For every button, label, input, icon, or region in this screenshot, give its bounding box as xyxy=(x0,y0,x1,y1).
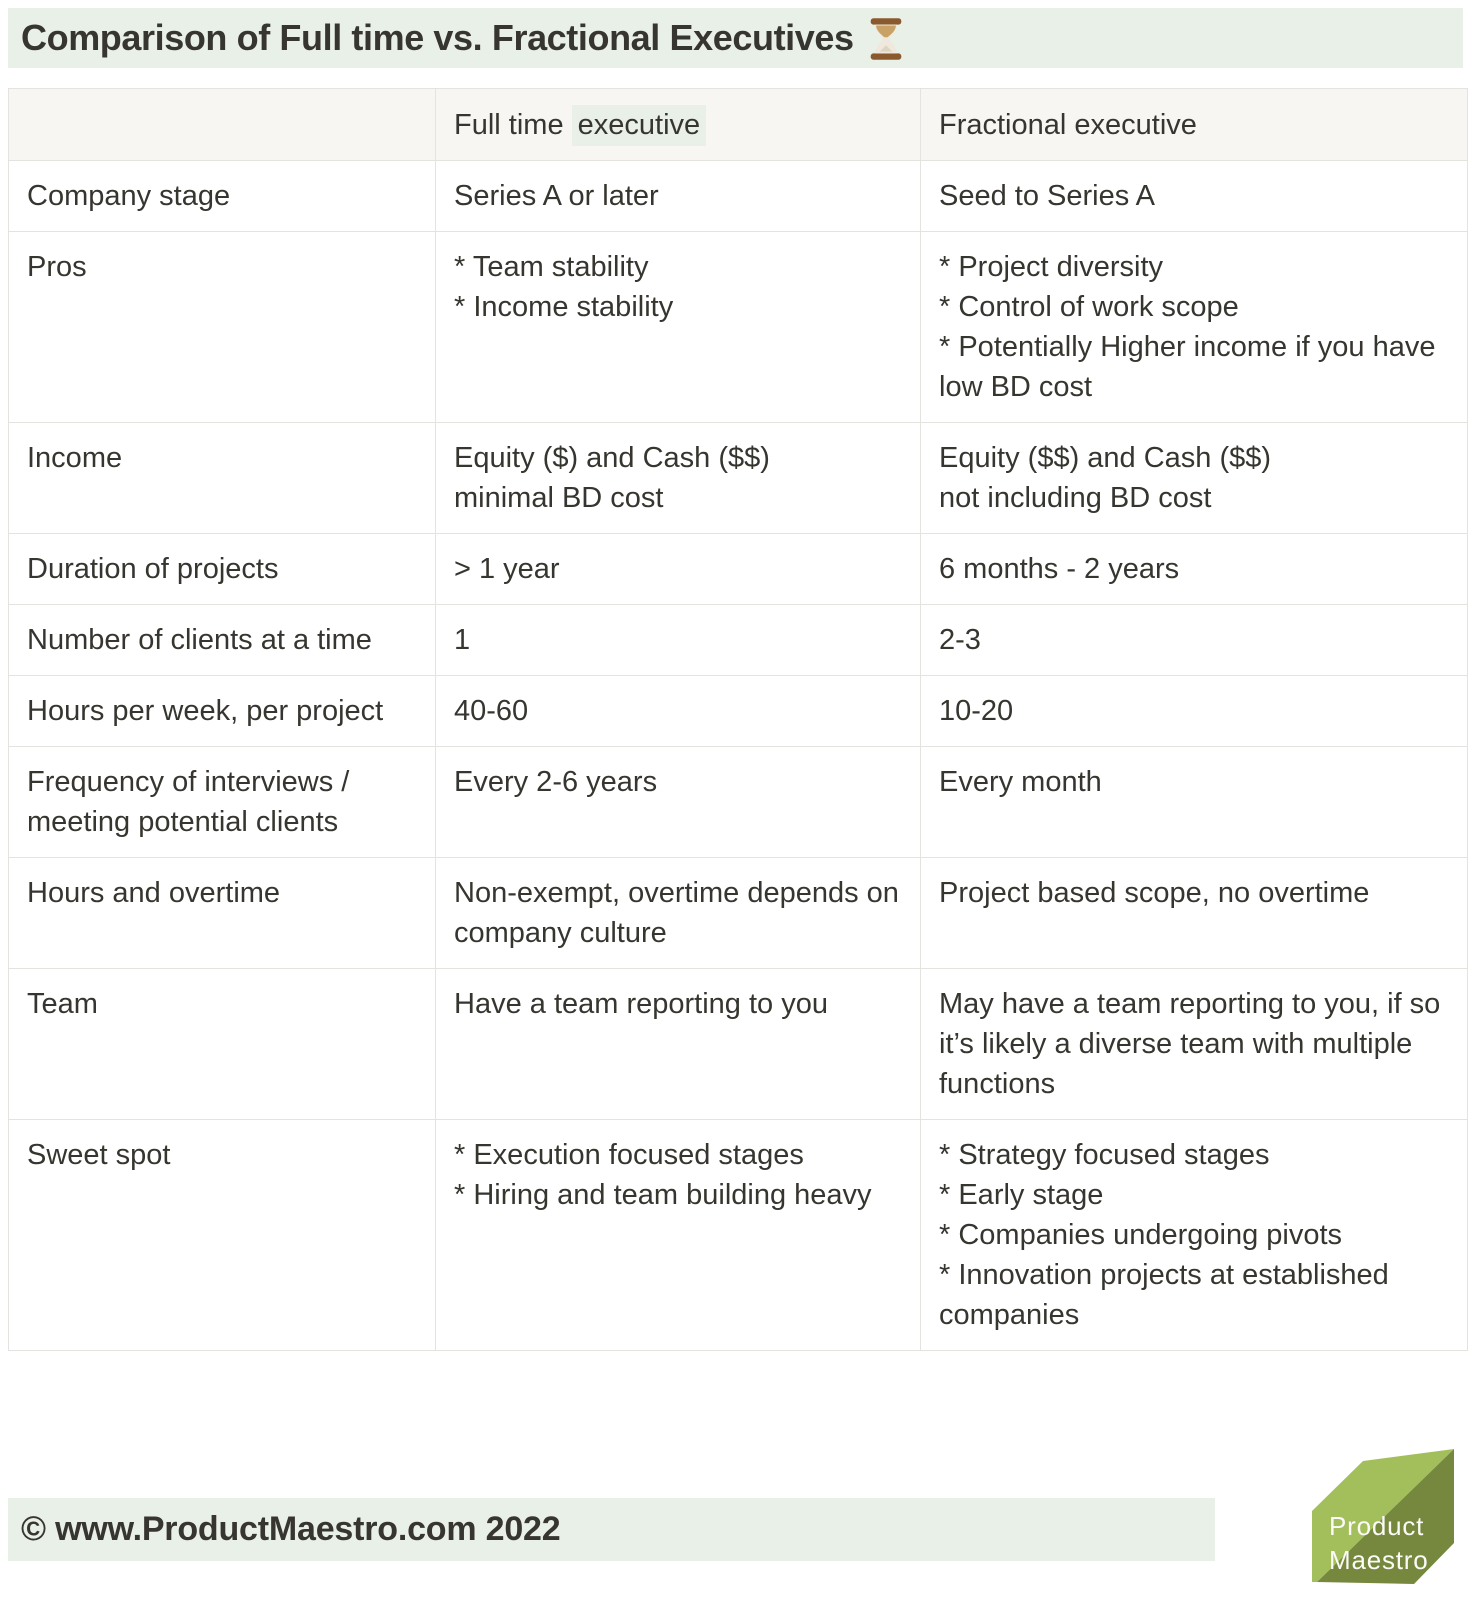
fractional-cell xyxy=(921,423,1468,534)
table-row xyxy=(9,534,1468,605)
row-label-cell xyxy=(9,858,436,969)
table-row xyxy=(9,969,1468,1120)
table-row xyxy=(9,747,1468,858)
page-title-bar xyxy=(8,8,1463,68)
fulltime-cell xyxy=(436,1120,921,1351)
table-header-row xyxy=(9,89,1468,161)
table-row xyxy=(9,858,1468,969)
fulltime-cell xyxy=(436,423,921,534)
cell-text: Series A or later xyxy=(454,180,659,212)
cell-text: 6 months - 2 years xyxy=(939,553,1180,585)
cell-text: * Project diversity xyxy=(939,251,1164,283)
cell-text: Number of clients at a time xyxy=(27,624,372,656)
cell-text: 1 xyxy=(454,624,471,656)
cell-text: Pros xyxy=(27,251,87,283)
product-maestro-logo xyxy=(1312,1443,1460,1588)
cell-text: Frequency of interviews / meeting potential clients xyxy=(27,766,350,838)
footer-bar xyxy=(8,1498,1215,1561)
table-row xyxy=(9,1120,1468,1351)
fractional-cell xyxy=(921,605,1468,676)
fractional-cell xyxy=(921,969,1468,1120)
page-title xyxy=(21,17,904,59)
cell-text: not including BD cost xyxy=(939,482,1212,514)
cell-text: * Early stage xyxy=(939,1179,1104,1211)
cell-text: 10-20 xyxy=(939,695,1014,727)
table-row xyxy=(9,423,1468,534)
header-fulltime-text: Full time xyxy=(454,108,572,141)
fulltime-cell xyxy=(436,858,921,969)
page-title-text: Comparison of Full time vs. Fractional Executives xyxy=(21,17,854,58)
table-row xyxy=(9,605,1468,676)
row-label-cell xyxy=(9,232,436,423)
cell-text: * Execution focused stages xyxy=(454,1139,804,1171)
cell-text: Equity ($) and Cash ($$) xyxy=(454,442,770,474)
fulltime-cell xyxy=(436,534,921,605)
fractional-cell xyxy=(921,858,1468,969)
cell-text: * Innovation projects at established companies xyxy=(939,1259,1389,1331)
cell-text: Seed to Series A xyxy=(939,180,1156,212)
row-label-cell xyxy=(9,534,436,605)
fulltime-cell xyxy=(436,676,921,747)
cell-text: Every month xyxy=(939,766,1102,798)
cell-text: * Strategy focused stages xyxy=(939,1139,1270,1171)
row-label-cell xyxy=(9,1120,436,1351)
cell-text: Hours and overtime xyxy=(27,877,281,909)
cell-text: * Team stability xyxy=(454,251,649,283)
table-row xyxy=(9,676,1468,747)
row-label-cell xyxy=(9,423,436,534)
cell-text: Hours per week, per project xyxy=(27,695,384,727)
row-label-cell xyxy=(9,969,436,1120)
fractional-cell xyxy=(921,1120,1468,1351)
cell-text: * Control of work scope xyxy=(939,291,1239,323)
fractional-cell xyxy=(921,676,1468,747)
cell-text: minimal BD cost xyxy=(454,482,664,514)
cell-text: 40-60 xyxy=(454,695,529,727)
comparison-table xyxy=(8,88,1468,1351)
cell-text: * Hiring and team building heavy xyxy=(454,1179,872,1211)
cell-text: > 1 year xyxy=(454,553,560,585)
cell-text: Income xyxy=(27,442,123,474)
header-fulltime-highlighted-text: executive xyxy=(572,105,707,146)
logo-text-line1: Product xyxy=(1329,1511,1425,1541)
hourglass-emoji xyxy=(868,18,904,60)
table-row xyxy=(9,232,1468,423)
cell-text: Have a team reporting to you xyxy=(454,988,828,1020)
cell-text: Non-exempt, overtime depends on company culture xyxy=(454,877,899,949)
row-label-cell xyxy=(9,747,436,858)
header-fulltime-cell xyxy=(436,89,921,161)
header-fractional-cell: Fractional executive xyxy=(921,89,1468,161)
fractional-cell xyxy=(921,161,1468,232)
fractional-cell xyxy=(921,232,1468,423)
cell-text: Company stage xyxy=(27,180,231,212)
header-row-label-cell xyxy=(9,89,436,161)
fulltime-cell xyxy=(436,232,921,423)
row-label-cell xyxy=(9,161,436,232)
cell-text: * Companies undergoing pivots xyxy=(939,1219,1343,1251)
fulltime-cell xyxy=(436,605,921,676)
cell-text: * Income stability xyxy=(454,291,674,323)
cell-text: Team xyxy=(27,988,98,1020)
logo-text-line2: Maestro xyxy=(1329,1545,1429,1575)
table-row xyxy=(9,161,1468,232)
cell-text: Every 2-6 years xyxy=(454,766,658,798)
copyright-text: © www.ProductMaestro.com 2022 xyxy=(21,1510,561,1548)
cell-text: Equity ($$) and Cash ($$) xyxy=(939,442,1272,474)
cell-text: Duration of projects xyxy=(27,553,279,585)
fulltime-cell xyxy=(436,969,921,1120)
fractional-cell xyxy=(921,534,1468,605)
fulltime-cell xyxy=(436,161,921,232)
row-label-cell xyxy=(9,676,436,747)
cell-text: Project based scope, no overtime xyxy=(939,877,1370,909)
cell-text: May have a team reporting to you, if so it’s likely a diverse team with multiple functions xyxy=(939,988,1441,1100)
table-body xyxy=(9,161,1468,1351)
cell-text: * Potentially Higher income if you have low BD cost xyxy=(939,331,1436,403)
fulltime-cell xyxy=(436,747,921,858)
fractional-cell xyxy=(921,747,1468,858)
row-label-cell xyxy=(9,605,436,676)
cell-text: Sweet spot xyxy=(27,1139,171,1171)
cell-text: 2-3 xyxy=(939,624,981,656)
